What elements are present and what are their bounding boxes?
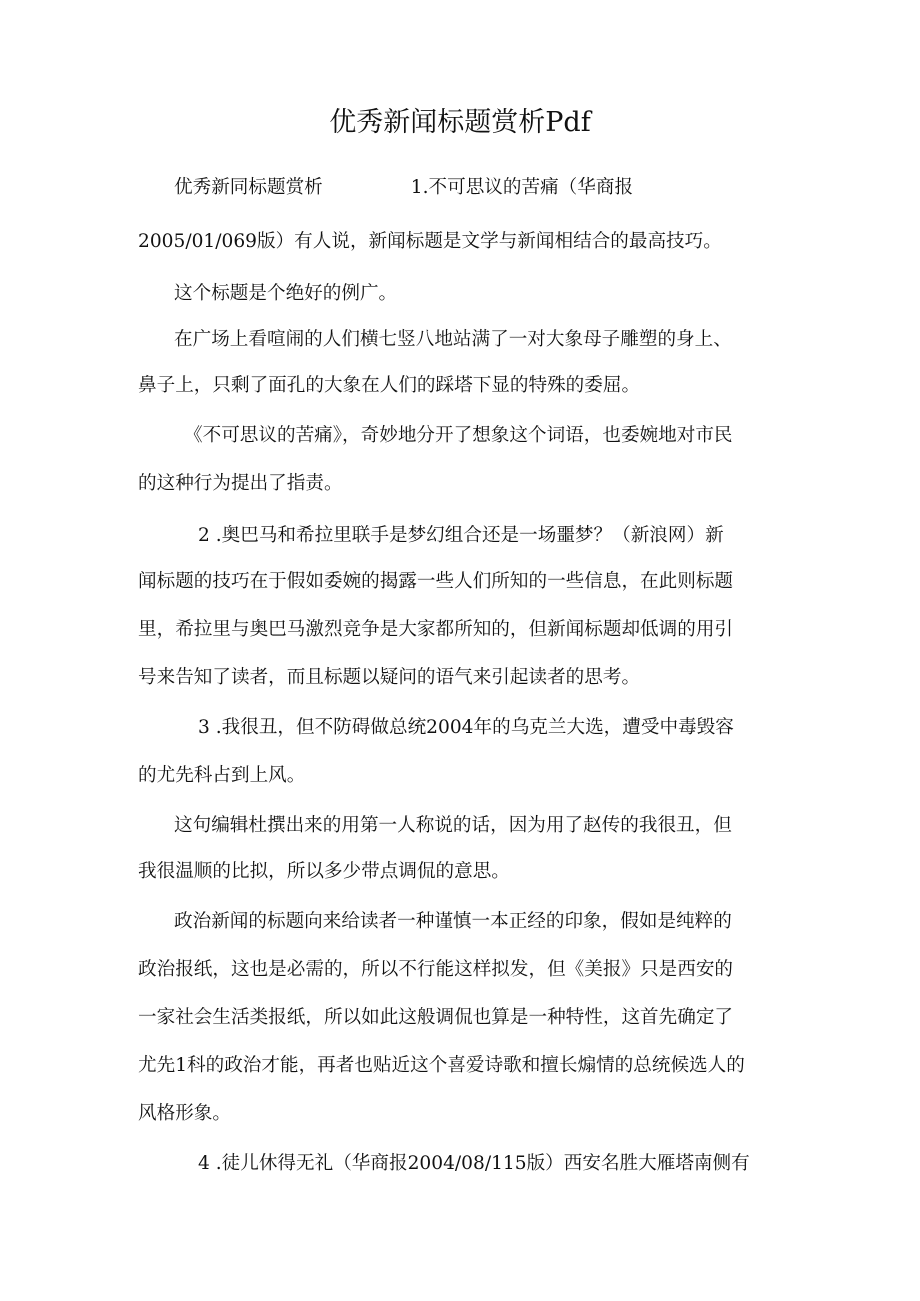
- paragraph-line: 一家社会生活类报纸，所以如此这般调侃也算是一种特性，这首先确定了: [138, 1007, 734, 1028]
- paragraph-line: 政治新闻的标题向来给读者一种谨慎一本正经的印象，假如是纯粹的: [174, 911, 732, 932]
- paragraph-line: 3 .我很丑，但不防碍做总统2004年的乌克兰大选，遭受中毒毁容: [198, 717, 734, 738]
- paragraph-line: 的尤先科占到上风。: [138, 765, 306, 786]
- paragraph-line: 政治报纸，这也是必需的，所以不行能这样拟发，但《美报》只是西安的: [138, 959, 734, 980]
- paragraph-line: 这句编辑杜撰出来的用第一人称说的话，因为用了赵传的我很丑，但: [174, 815, 732, 836]
- paragraph-line: 风格形象。: [138, 1103, 231, 1124]
- paragraph-line: 4 .徒儿休得无礼（华商报2004/08/115版）西安名胜大雁塔南侧有: [198, 1153, 750, 1174]
- paragraph-line: 闻标题的技巧在于假如委婉的揭露一些人们所知的一些信息，在此则标题: [138, 571, 734, 592]
- paragraph-line: 《不可思议的苦痛》，奇妙地分开了想象这个词语，也委婉地对市民: [184, 425, 733, 446]
- paragraph-line: 里，希拉里与奥巴马激烈竞争是大家都所知的，但新闻标题却低调的用引: [138, 619, 734, 640]
- paragraph-line-part: 优秀新同标题赏析: [174, 177, 323, 198]
- paragraph-line: 的这种行为提出了指责。: [138, 473, 343, 494]
- paragraph-line: 尤先1科的政治才能，再者也贴近这个喜爱诗歌和擅长煽情的总统候选人的: [138, 1055, 745, 1076]
- paragraph-line: [174, 174, 633, 202]
- paragraph-line: 在广场上看喧闹的人们横七竖八地站满了一对大象母子雕塑的身上、: [174, 329, 732, 350]
- paragraph-line: 这个标题是个绝好的例广。: [174, 283, 398, 304]
- paragraph-line: 2005/01/069版）有人说，新闻标题是文学与新闻相结合的最高技巧。: [138, 231, 722, 252]
- paragraph-line: 号来告知了读者，而且标题以疑问的语气来引起读者的思考。: [138, 667, 641, 688]
- paragraph-line-part: 1.不可思议的苦痛（华商报: [410, 177, 634, 198]
- paragraph-line: 2 .奥巴马和希拉里联手是梦幻组合还是一场噩梦？（新浪网）新: [198, 525, 724, 546]
- paragraph-line: 我很温顺的比拟，所以多少带点调侃的意思。: [138, 861, 510, 882]
- document-title: 优秀新闻标题赏析Pdf: [329, 107, 591, 138]
- paragraph-line: 鼻子上，只剩了面孔的大象在人们的踩塔下显的特殊的委屈。: [138, 375, 641, 396]
